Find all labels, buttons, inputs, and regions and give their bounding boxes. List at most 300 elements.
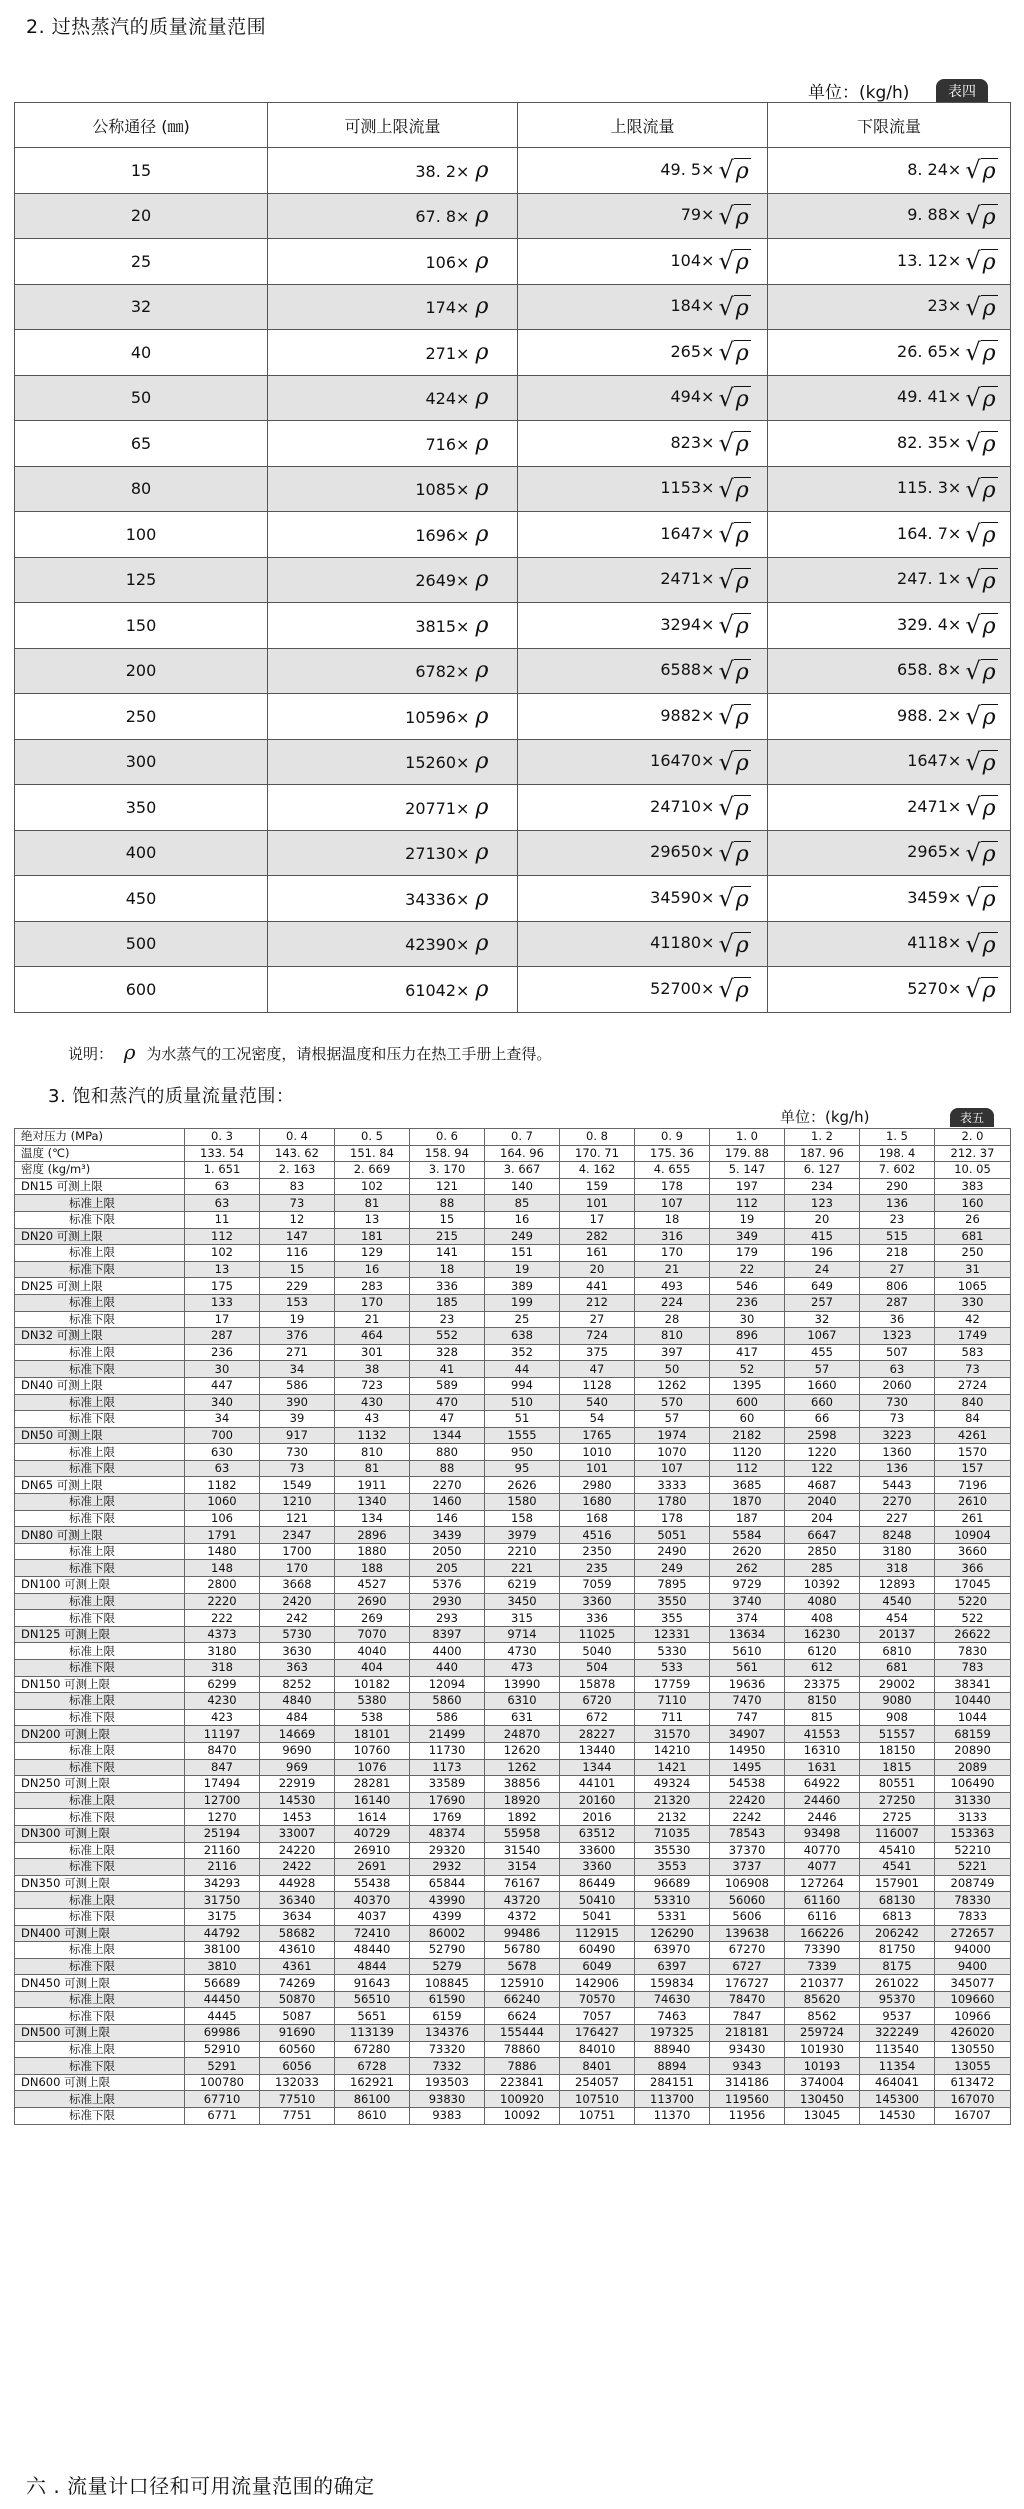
flow-value: 3810 <box>185 1958 260 1975</box>
sqrt-rho-symbol <box>718 566 750 594</box>
radical-sign: √ <box>965 156 981 185</box>
flow-value: 50 <box>635 1361 710 1378</box>
flow-value: 1765 <box>560 1427 635 1444</box>
flow-value: 2980 <box>560 1477 635 1494</box>
flow-coefficient: 79× <box>680 205 715 225</box>
flow-value: 78543 <box>710 1825 785 1842</box>
table5-row <box>15 1577 1011 1594</box>
flow-value: 4399 <box>410 1908 485 1925</box>
flow-value: 363 <box>260 1660 335 1677</box>
flow-value: 17045 <box>935 1577 1011 1594</box>
flow-value: 116 <box>260 1245 335 1262</box>
flow-cell <box>634 202 767 230</box>
radical-sign: √ <box>718 156 734 185</box>
sqrt-rho-symbol <box>965 930 997 958</box>
flow-coefficient: 247. 1× <box>897 569 962 589</box>
flow-cell <box>384 522 517 547</box>
flow-value: 1791 <box>185 1527 260 1544</box>
flow-value: 1549 <box>260 1477 335 1494</box>
flow-value: 65844 <box>410 1875 485 1892</box>
flow-value: 283 <box>335 1278 410 1295</box>
sqrt-rho-symbol <box>965 520 997 548</box>
dn-label: DN200 <box>21 1726 61 1741</box>
flow-value: 113540 <box>860 2041 935 2058</box>
flow-value: 24460 <box>785 1792 860 1809</box>
flow-value: 19 <box>710 1211 785 1228</box>
measurable-upper-flow <box>268 375 518 421</box>
flow-value: 10440 <box>935 1693 1011 1710</box>
flow-value: 33600 <box>560 1842 635 1859</box>
flow-value: 1270 <box>185 1809 260 1826</box>
flow-value: 5220 <box>935 1593 1011 1610</box>
rho-symbol: ρ <box>982 705 996 731</box>
flow-value: 129 <box>335 1245 410 1262</box>
flow-value: 35530 <box>635 1842 710 1859</box>
rho-symbol: ρ <box>982 568 996 594</box>
flow-value: 49324 <box>635 1776 710 1793</box>
rho-symbol: ρ <box>982 932 996 958</box>
flow-value: 2132 <box>635 1809 710 1826</box>
upper-flow <box>518 239 768 285</box>
flow-cell <box>881 975 1010 1003</box>
flow-cell <box>881 566 1010 594</box>
rho-symbol: ρ <box>475 157 489 183</box>
section2-title: 2. 过热蒸汽的质量流量范围 <box>26 16 267 38</box>
nominal-diameter: 150 <box>15 603 268 649</box>
flow-coefficient: 67. 8× <box>415 207 470 227</box>
table5-row <box>15 1626 1011 1643</box>
flow-value: 8175 <box>860 1958 935 1975</box>
radical-sign: √ <box>718 838 734 867</box>
flow-value: 109660 <box>935 1991 1011 2008</box>
flow-value: 141 <box>410 1245 485 1262</box>
row-type-label: 可测上限 <box>64 1676 111 1691</box>
flow-value: 1460 <box>410 1494 485 1511</box>
flow-value: 16 <box>485 1211 560 1228</box>
flow-cell <box>881 520 1010 548</box>
flow-value: 17 <box>185 1311 260 1328</box>
rho-symbol: ρ <box>475 567 489 593</box>
flow-value: 6310 <box>485 1693 560 1710</box>
table5-header-cell: 2. 669 <box>335 1162 410 1179</box>
flow-value: 57 <box>635 1411 710 1428</box>
flow-value: 12094 <box>410 1676 485 1693</box>
flow-value: 589 <box>410 1377 485 1394</box>
flow-value: 210377 <box>785 1975 860 1992</box>
rho-symbol: ρ <box>735 250 749 276</box>
table5-row <box>15 1477 1011 1494</box>
rho-symbol: ρ <box>475 476 489 502</box>
flow-value: 134 <box>335 1510 410 1527</box>
table4-tag: 表四 <box>936 79 988 103</box>
measurable-upper-flow <box>268 739 518 785</box>
flow-coefficient: 24710× <box>650 796 715 816</box>
rho-symbol: ρ <box>735 159 749 185</box>
flow-value: 30 <box>710 1311 785 1328</box>
flow-value: 1660 <box>785 1377 860 1394</box>
dn-row-label <box>15 1278 185 1295</box>
flow-value: 711 <box>635 1709 710 1726</box>
rho-symbol: ρ <box>982 432 996 458</box>
flow-value: 3154 <box>485 1859 560 1876</box>
radical-sign: √ <box>965 838 981 867</box>
flow-coefficient: 20771× <box>405 798 470 818</box>
flow-value: 100920 <box>485 2091 560 2108</box>
flow-value: 10760 <box>335 1742 410 1759</box>
flow-value: 40370 <box>335 1892 410 1909</box>
flow-value: 4080 <box>785 1593 860 1610</box>
flow-value: 86002 <box>410 1925 485 1942</box>
flow-value: 6299 <box>185 1676 260 1693</box>
flow-value: 236 <box>185 1344 260 1361</box>
flow-value: 218 <box>860 1245 935 1262</box>
flow-value: 316 <box>635 1228 710 1245</box>
table5-row <box>15 1444 1011 1461</box>
flow-value: 3660 <box>935 1543 1011 1560</box>
table5-row <box>15 1742 1011 1759</box>
flow-cell <box>384 249 517 274</box>
rho-symbol: ρ <box>735 477 749 503</box>
nominal-diameter: 350 <box>15 785 268 831</box>
table5-row <box>15 1195 1011 1212</box>
table5-row <box>15 1328 1011 1345</box>
row-type-label: 标准上限 <box>15 1394 185 1411</box>
flow-value: 48374 <box>410 1825 485 1842</box>
flow-value: 423 <box>185 1709 260 1726</box>
row-type-label: 标准下限 <box>15 1759 185 1776</box>
flow-value: 2420 <box>260 1593 335 1610</box>
flow-value: 187 <box>710 1510 785 1527</box>
flow-value: 7833 <box>935 1908 1011 1925</box>
flow-value: 31750 <box>185 1892 260 1909</box>
flow-value: 88 <box>410 1460 485 1477</box>
flow-value: 178 <box>635 1178 710 1195</box>
flow-cell <box>881 247 1010 275</box>
flow-value: 7332 <box>410 2058 485 2075</box>
table5-row <box>15 1991 1011 2008</box>
nominal-diameter: 40 <box>15 330 268 376</box>
flow-value: 13055 <box>935 2058 1011 2075</box>
flow-value: 561 <box>710 1660 785 1677</box>
lower-flow <box>768 239 1011 285</box>
flow-value: 4541 <box>860 1859 935 1876</box>
flow-value: 96689 <box>635 1875 710 1892</box>
flow-value: 1044 <box>935 1709 1011 1726</box>
measurable-upper-flow <box>268 785 518 831</box>
flow-value: 1870 <box>710 1494 785 1511</box>
flow-value: 70570 <box>560 1991 635 2008</box>
flow-value: 54 <box>560 1411 635 1428</box>
sqrt-rho-symbol <box>718 156 750 184</box>
flow-cell <box>384 294 517 319</box>
flow-value: 60490 <box>560 1942 635 1959</box>
flow-value: 53310 <box>635 1892 710 1909</box>
flow-value: 515 <box>860 1228 935 1245</box>
flow-value: 151 <box>485 1245 560 1262</box>
flow-value: 19636 <box>710 1676 785 1693</box>
flow-value: 6397 <box>635 1958 710 1975</box>
flow-cell <box>881 202 1010 230</box>
row-type-label: 标准下限 <box>15 1610 185 1627</box>
flow-value: 1182 <box>185 1477 260 1494</box>
flow-value: 322249 <box>860 2025 935 2042</box>
flow-value: 724 <box>560 1328 635 1345</box>
table5-header-cell: 187. 96 <box>785 1145 860 1162</box>
flow-value: 170 <box>335 1294 410 1311</box>
flow-value: 493 <box>635 1278 710 1295</box>
flow-value: 6116 <box>785 1908 860 1925</box>
flow-value: 73 <box>860 1411 935 1428</box>
flow-value: 1495 <box>710 1759 785 1776</box>
radical-sign: √ <box>965 520 981 549</box>
dn-row-label <box>15 1875 185 1892</box>
dn-label: DN450 <box>21 1975 61 1990</box>
flow-cell <box>881 839 1010 867</box>
table5-row <box>15 1394 1011 1411</box>
flow-coefficient: 29650× <box>650 842 715 862</box>
flow-coefficient: 1696× <box>415 525 470 545</box>
flow-coefficient: 38. 2× <box>415 161 470 181</box>
flow-value: 426020 <box>935 2025 1011 2042</box>
flow-value: 1132 <box>335 1427 410 1444</box>
flow-value: 23 <box>860 1211 935 1228</box>
lower-flow <box>768 739 1011 785</box>
dn-row-label <box>15 1477 185 1494</box>
table5-header-cell: 4. 162 <box>560 1162 635 1179</box>
flow-value: 349 <box>710 1228 785 1245</box>
row-type-label: 标准下限 <box>15 1510 185 1527</box>
flow-value: 22420 <box>710 1792 785 1809</box>
flow-value: 783 <box>935 1660 1011 1677</box>
flow-value: 102 <box>185 1245 260 1262</box>
flow-value: 6120 <box>785 1643 860 1660</box>
flow-value: 1065 <box>935 1278 1011 1295</box>
flow-coefficient: 184× <box>670 296 715 316</box>
flow-value: 77510 <box>260 2091 335 2108</box>
flow-value: 417 <box>710 1344 785 1361</box>
row-type-label: 标准下限 <box>15 1411 185 1428</box>
flow-value: 2350 <box>560 1543 635 1560</box>
rho-symbol: ρ <box>982 887 996 913</box>
flow-value: 376 <box>260 1328 335 1345</box>
flow-value: 107510 <box>560 2091 635 2108</box>
table5-row <box>15 1759 1011 1776</box>
flow-value: 56510 <box>335 1991 410 2008</box>
flow-value: 30 <box>185 1361 260 1378</box>
flow-value: 223841 <box>485 2074 560 2091</box>
table4-row <box>15 421 1011 467</box>
flow-value: 162921 <box>335 2074 410 2091</box>
rho-symbol: ρ <box>735 568 749 594</box>
dn-row-label <box>15 1975 185 1992</box>
flow-value: 390 <box>260 1394 335 1411</box>
table5-header-cell: 4. 655 <box>635 1162 710 1179</box>
flow-value: 7830 <box>935 1643 1011 1660</box>
flow-value: 2210 <box>485 1543 560 1560</box>
flow-value: 261022 <box>860 1975 935 1992</box>
table5-row <box>15 1693 1011 1710</box>
flow-value: 2040 <box>785 1494 860 1511</box>
flow-value: 25 <box>485 1311 560 1328</box>
flow-value: 27 <box>560 1311 635 1328</box>
flow-value: 2116 <box>185 1859 260 1876</box>
flow-cell <box>384 613 517 638</box>
flow-value: 6728 <box>335 2058 410 2075</box>
flow-value: 9537 <box>860 2008 935 2025</box>
row-type-label: 标准下限 <box>15 1908 185 1925</box>
radical-sign: √ <box>965 884 981 913</box>
row-type-label: 标准上限 <box>15 1792 185 1809</box>
flow-value: 66240 <box>485 1991 560 2008</box>
flow-value: 4230 <box>185 1693 260 1710</box>
nominal-diameter: 65 <box>15 421 268 467</box>
flow-value: 44 <box>485 1361 560 1378</box>
flow-value: 84010 <box>560 2041 635 2058</box>
flow-cell <box>881 748 1010 776</box>
radical-sign: √ <box>718 656 734 685</box>
flow-value: 85 <box>485 1195 560 1212</box>
row-type-label: 标准上限 <box>15 1742 185 1759</box>
sqrt-rho-symbol <box>965 384 997 412</box>
flow-value: 2850 <box>785 1543 860 1560</box>
nominal-diameter: 25 <box>15 239 268 285</box>
flow-value: 6810 <box>860 1643 935 1660</box>
flow-cell <box>634 475 767 503</box>
flow-coefficient: 988. 2× <box>897 705 962 725</box>
table5-header-cell: 2. 163 <box>260 1162 335 1179</box>
flow-value: 181 <box>335 1228 410 1245</box>
flow-value: 101 <box>560 1460 635 1477</box>
flow-value: 27250 <box>860 1792 935 1809</box>
sqrt-rho-symbol <box>718 793 750 821</box>
flow-value: 2347 <box>260 1527 335 1544</box>
flow-cell <box>881 793 1010 821</box>
flow-value: 122 <box>785 1460 860 1477</box>
flow-value: 374004 <box>785 2074 860 2091</box>
flow-value: 72410 <box>335 1925 410 1942</box>
flow-value: 440 <box>410 1660 485 1677</box>
flow-value: 2050 <box>410 1543 485 1560</box>
flow-value: 88 <box>410 1195 485 1212</box>
flow-value: 28227 <box>560 1726 635 1743</box>
row-type-label: 可测上限 <box>56 1427 103 1442</box>
flow-value: 4516 <box>560 1527 635 1544</box>
flow-value: 193503 <box>410 2074 485 2091</box>
flow-value: 15878 <box>560 1676 635 1693</box>
upper-flow <box>518 512 768 558</box>
table5-header-cell: 1. 2 <box>785 1129 860 1146</box>
flow-value: 3133 <box>935 1809 1011 1826</box>
lower-flow <box>768 421 1011 467</box>
flow-value: 5221 <box>935 1859 1011 1876</box>
table5-row-label: 温度 (℃) <box>15 1145 185 1162</box>
flow-value: 21 <box>635 1261 710 1278</box>
flow-value: 6049 <box>560 1958 635 1975</box>
sqrt-rho-symbol <box>718 247 750 275</box>
flow-coefficient: 104× <box>670 250 715 270</box>
flow-value: 16230 <box>785 1626 860 1643</box>
dn-row-label <box>15 1726 185 1743</box>
flow-coefficient: 23× <box>927 296 962 316</box>
rho-symbol: ρ <box>735 841 749 867</box>
flow-value: 221 <box>485 1560 560 1577</box>
sqrt-rho-symbol <box>718 702 750 730</box>
flow-value: 969 <box>260 1759 335 1776</box>
flow-value: 26910 <box>335 1842 410 1859</box>
flow-value: 6159 <box>410 2008 485 2025</box>
flow-value: 157 <box>935 1460 1011 1477</box>
lower-flow <box>768 375 1011 421</box>
flow-value: 63 <box>185 1195 260 1212</box>
flow-value: 157901 <box>860 1875 935 1892</box>
sqrt-rho-symbol <box>718 975 750 1003</box>
table5-row <box>15 1958 1011 1975</box>
sqrt-rho-symbol <box>965 748 997 776</box>
flow-value: 2182 <box>710 1427 785 1444</box>
flow-value: 1067 <box>785 1328 860 1345</box>
dn-label: DN250 <box>21 1776 61 1791</box>
flow-value: 9400 <box>935 1958 1011 1975</box>
flow-value: 840 <box>935 1394 1011 1411</box>
dn-row-label <box>15 2025 185 2042</box>
flow-value: 5610 <box>710 1643 785 1660</box>
flow-value: 4261 <box>935 1427 1011 1444</box>
flow-value: 570 <box>635 1394 710 1411</box>
table4-header: 上限流量 <box>518 103 768 148</box>
sqrt-rho-symbol <box>965 566 997 594</box>
flow-value: 847 <box>185 1759 260 1776</box>
flow-coefficient: 13. 12× <box>897 250 962 270</box>
flow-value: 5040 <box>560 1643 635 1660</box>
flow-value: 23375 <box>785 1676 860 1693</box>
flow-value: 3737 <box>710 1859 785 1876</box>
flow-value: 810 <box>335 1444 410 1461</box>
flow-value: 484 <box>260 1709 335 1726</box>
flow-cell <box>634 657 767 685</box>
flow-cell <box>881 702 1010 730</box>
flow-value: 41 <box>410 1361 485 1378</box>
row-type-label: 标准下限 <box>15 1809 185 1826</box>
radical-sign: √ <box>965 793 981 822</box>
flow-value: 282 <box>560 1228 635 1245</box>
flow-value: 101930 <box>785 2041 860 2058</box>
flow-value: 1220 <box>785 1444 860 1461</box>
flow-value: 159 <box>560 1178 635 1195</box>
flow-value: 2270 <box>410 1477 485 1494</box>
flow-value: 649 <box>785 1278 860 1295</box>
table5-header-cell: 0. 5 <box>335 1129 410 1146</box>
table5-row <box>15 1875 1011 1892</box>
table5-row <box>15 1809 1011 1826</box>
dn-label: DN20 <box>21 1228 54 1243</box>
flow-value: 2724 <box>935 1377 1011 1394</box>
flow-value: 5860 <box>410 1693 485 1710</box>
dn-row-label <box>15 2074 185 2091</box>
flow-value: 3740 <box>710 1593 785 1610</box>
radical-sign: √ <box>718 793 734 822</box>
sqrt-rho-symbol <box>718 475 750 503</box>
flow-value: 24 <box>785 1261 860 1278</box>
flow-cell <box>384 476 517 501</box>
dn-label: DN350 <box>21 1876 61 1891</box>
lower-flow <box>768 967 1011 1013</box>
lower-flow <box>768 512 1011 558</box>
dn-row-label <box>15 1178 185 1195</box>
flow-value: 19 <box>260 1311 335 1328</box>
flow-value: 250 <box>935 1245 1011 1262</box>
radical-sign: √ <box>965 429 981 458</box>
flow-value: 5380 <box>335 1693 410 1710</box>
